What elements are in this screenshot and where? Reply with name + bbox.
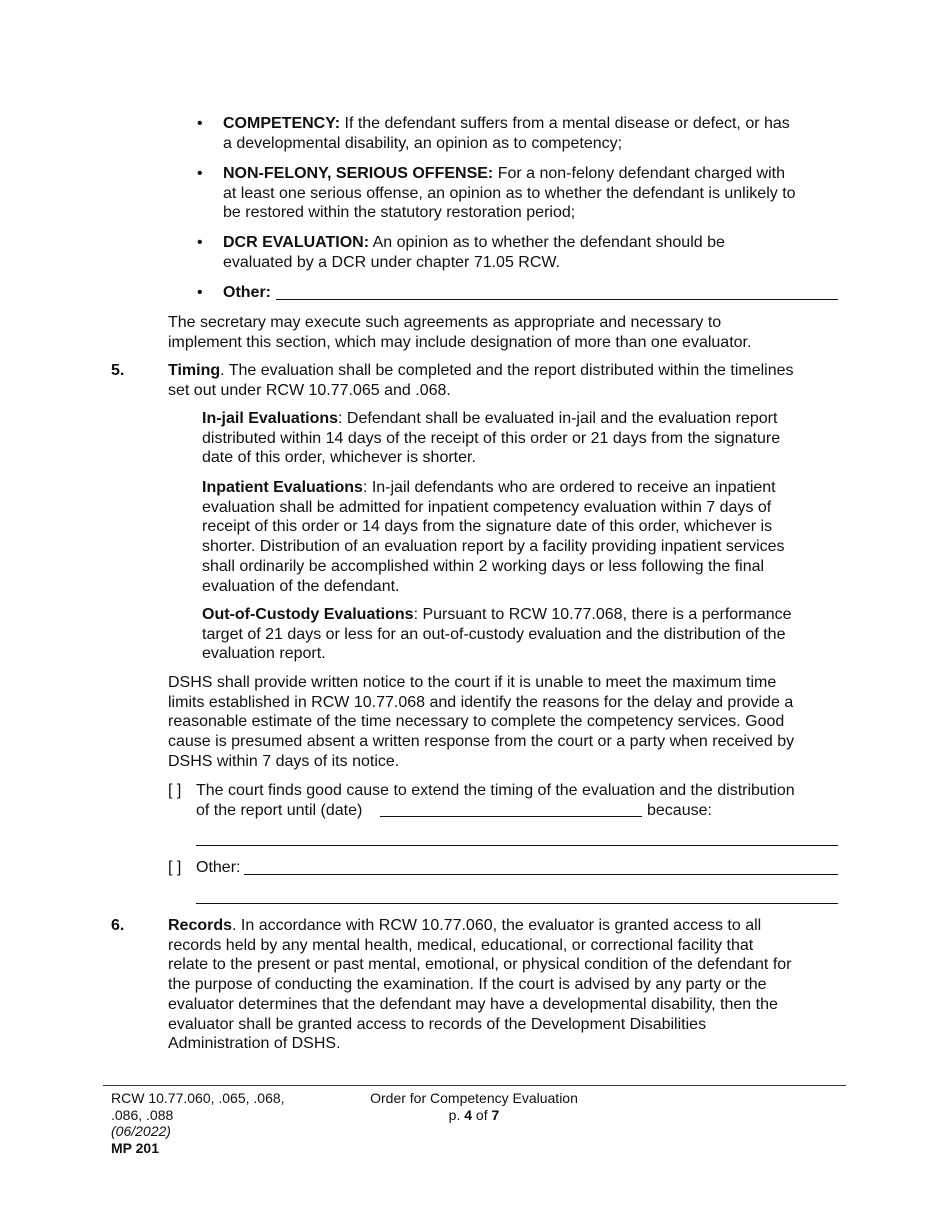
date-fill-line[interactable]: [380, 816, 642, 817]
paragraph-line: cause is presumed absent a written response from the court or a party when received by: [168, 733, 795, 751]
paragraph-line: target of 21 days or less for an out-of-custody evaluation and the distribution of the: [202, 625, 786, 643]
section-number: 6.: [111, 917, 125, 934]
paragraph-line: evaluation shall be admitted for inpatient competency evaluation within 7 days of: [202, 498, 772, 516]
bullet-line: be restored within the statutory restoration period;: [223, 204, 576, 222]
paragraph-line: reasonable estimate of the time necessary to complete the competency services. Good: [168, 713, 785, 731]
paragraph-line: relate to the present or past mental, emotional, or physical condition of the defendant for: [168, 956, 792, 974]
bullet-dot: •: [197, 284, 203, 301]
page-number: [449, 1107, 500, 1123]
paragraph-line: receipt of this order or 14 days from the signature date of this order, whichever is: [202, 518, 773, 536]
out-of-custody-paragraph: [202, 605, 792, 664]
footer-doc-title: Order for Competency Evaluation: [370, 1090, 578, 1106]
paragraph-line: : In-jail defendants who are ordered to receive an inpatient: [362, 479, 776, 496]
paragraph-line: records held by any mental health, medical, educational, or correctional facility that: [168, 936, 754, 954]
bullet-line: at least one serious offense, an opinion as to whether the defendant is unlikely to: [223, 184, 796, 202]
bullet-term: COMPETENCY:: [223, 115, 341, 132]
paragraph-line: DSHS shall provide written notice to the court if it is unable to meet the maximum time: [168, 674, 777, 691]
other-fill-line-2[interactable]: [196, 903, 838, 904]
paragraph-line: of the report until (date): [196, 801, 363, 819]
paragraph-line: . The evaluation shall be completed and the report distributed within the timelines: [220, 362, 794, 379]
other-fill-line[interactable]: [276, 299, 838, 300]
footer-date: (06/2022): [111, 1123, 171, 1139]
other-checkbox[interactable]: [ ]: [168, 859, 182, 876]
paragraph-line: date of this order, whichever is shorter.: [202, 449, 476, 467]
bullet-dot: •: [197, 115, 203, 132]
bullet-line: If the defendant suffers from a mental disease or defect, or has: [340, 115, 790, 132]
paragraph-line: shorter. Distribution of an evaluation report by a facility providing inpatient services: [202, 538, 785, 556]
reason-fill-line[interactable]: [196, 845, 838, 846]
paragraph-line: limits established in RCW 10.77.068 and identify the reasons for the delay and provide a: [168, 693, 794, 711]
section-title: Records: [168, 917, 233, 934]
dshs-paragraph: [168, 673, 794, 772]
page-of: of: [472, 1106, 492, 1123]
page-total: 7: [491, 1106, 500, 1123]
paragraph-line: The court finds good cause to extend the timing of the evaluation and the distribution: [196, 782, 795, 799]
other-label: Other:: [196, 859, 241, 876]
records-paragraph: [168, 916, 791, 1054]
other-fill-line[interactable]: [244, 874, 838, 875]
subsection-title: Inpatient Evaluations: [202, 479, 363, 496]
footer-center: [355, 1090, 593, 1123]
footer-citation: [111, 1090, 285, 1156]
page-current: 4: [464, 1106, 473, 1123]
bullet-dot: •: [197, 234, 203, 251]
bullet-term: Other:: [223, 284, 271, 301]
page-prefix: p.: [448, 1106, 465, 1123]
paragraph-line: the purpose of conducting the examination. If the court is advised by any party or the: [168, 976, 767, 994]
injail-paragraph: [202, 409, 780, 468]
bullet-text: [223, 233, 725, 272]
footer-form-number: MP 201: [111, 1139, 159, 1156]
bullet-text: [223, 114, 790, 153]
section-number: 5.: [111, 362, 125, 379]
paragraph-line: evaluation of the defendant.: [202, 577, 400, 595]
good-cause-checkbox[interactable]: [ ]: [168, 782, 182, 799]
paragraph-line: evaluator determines that the defendant may have a developmental disability, then the: [168, 995, 778, 1013]
bullet-term: DCR EVALUATION:: [223, 234, 370, 251]
paragraph-line: distributed within 14 days of the receipt of this order or 21 days from the signature: [202, 429, 781, 447]
bullet-text: [223, 164, 796, 223]
bullet-line: evaluated by a DCR under chapter 71.05 RCW.: [223, 253, 561, 271]
footer-rcw: RCW 10.77.060, .065, .068,: [111, 1090, 285, 1106]
paragraph-line: . In accordance with RCW 10.77.060, the evaluator is granted access to all: [232, 917, 762, 934]
secretary-paragraph: [168, 313, 751, 352]
paragraph-line: shall ordinarily be accomplished within 2 working days or less following the final: [202, 557, 765, 575]
footer-divider: [103, 1085, 846, 1086]
paragraph-line: The secretary may execute such agreements as appropriate and necessary to: [168, 314, 722, 331]
bullet-line: For a non-felony defendant charged with: [493, 165, 785, 182]
bullet-term: NON-FELONY, SERIOUS OFFENSE:: [223, 165, 494, 182]
footer-rcw: .086, .088: [111, 1106, 174, 1123]
section-5-intro: [168, 361, 794, 400]
paragraph-line: DSHS within 7 days of its notice.: [168, 752, 400, 770]
bullet-dot: •: [197, 165, 203, 182]
subsection-title: In-jail Evaluations: [202, 410, 339, 427]
bullet-line: a developmental disability, an opinion as to competency;: [223, 134, 623, 152]
inpatient-paragraph: [202, 478, 785, 596]
paragraph-line: : Pursuant to RCW 10.77.068, there is a performance: [413, 606, 792, 623]
paragraph-line: Administration of DSHS.: [168, 1035, 341, 1053]
paragraph-line: evaluator shall be granted access to records of the Development Disabilities: [168, 1015, 707, 1033]
paragraph-line: set out under RCW 10.77.065 and .068.: [168, 381, 451, 399]
subsection-title: Out-of-Custody Evaluations: [202, 606, 414, 623]
because-label: because:: [647, 802, 712, 819]
section-title: Timing: [168, 362, 221, 379]
paragraph-line: : Defendant shall be evaluated in-jail and the evaluation report: [338, 410, 778, 427]
bullet-line: An opinion as to whether the defendant should be: [369, 234, 725, 251]
paragraph-line: implement this section, which may include designation of more than one evaluator.: [168, 333, 752, 351]
paragraph-line: evaluation report.: [202, 645, 326, 663]
